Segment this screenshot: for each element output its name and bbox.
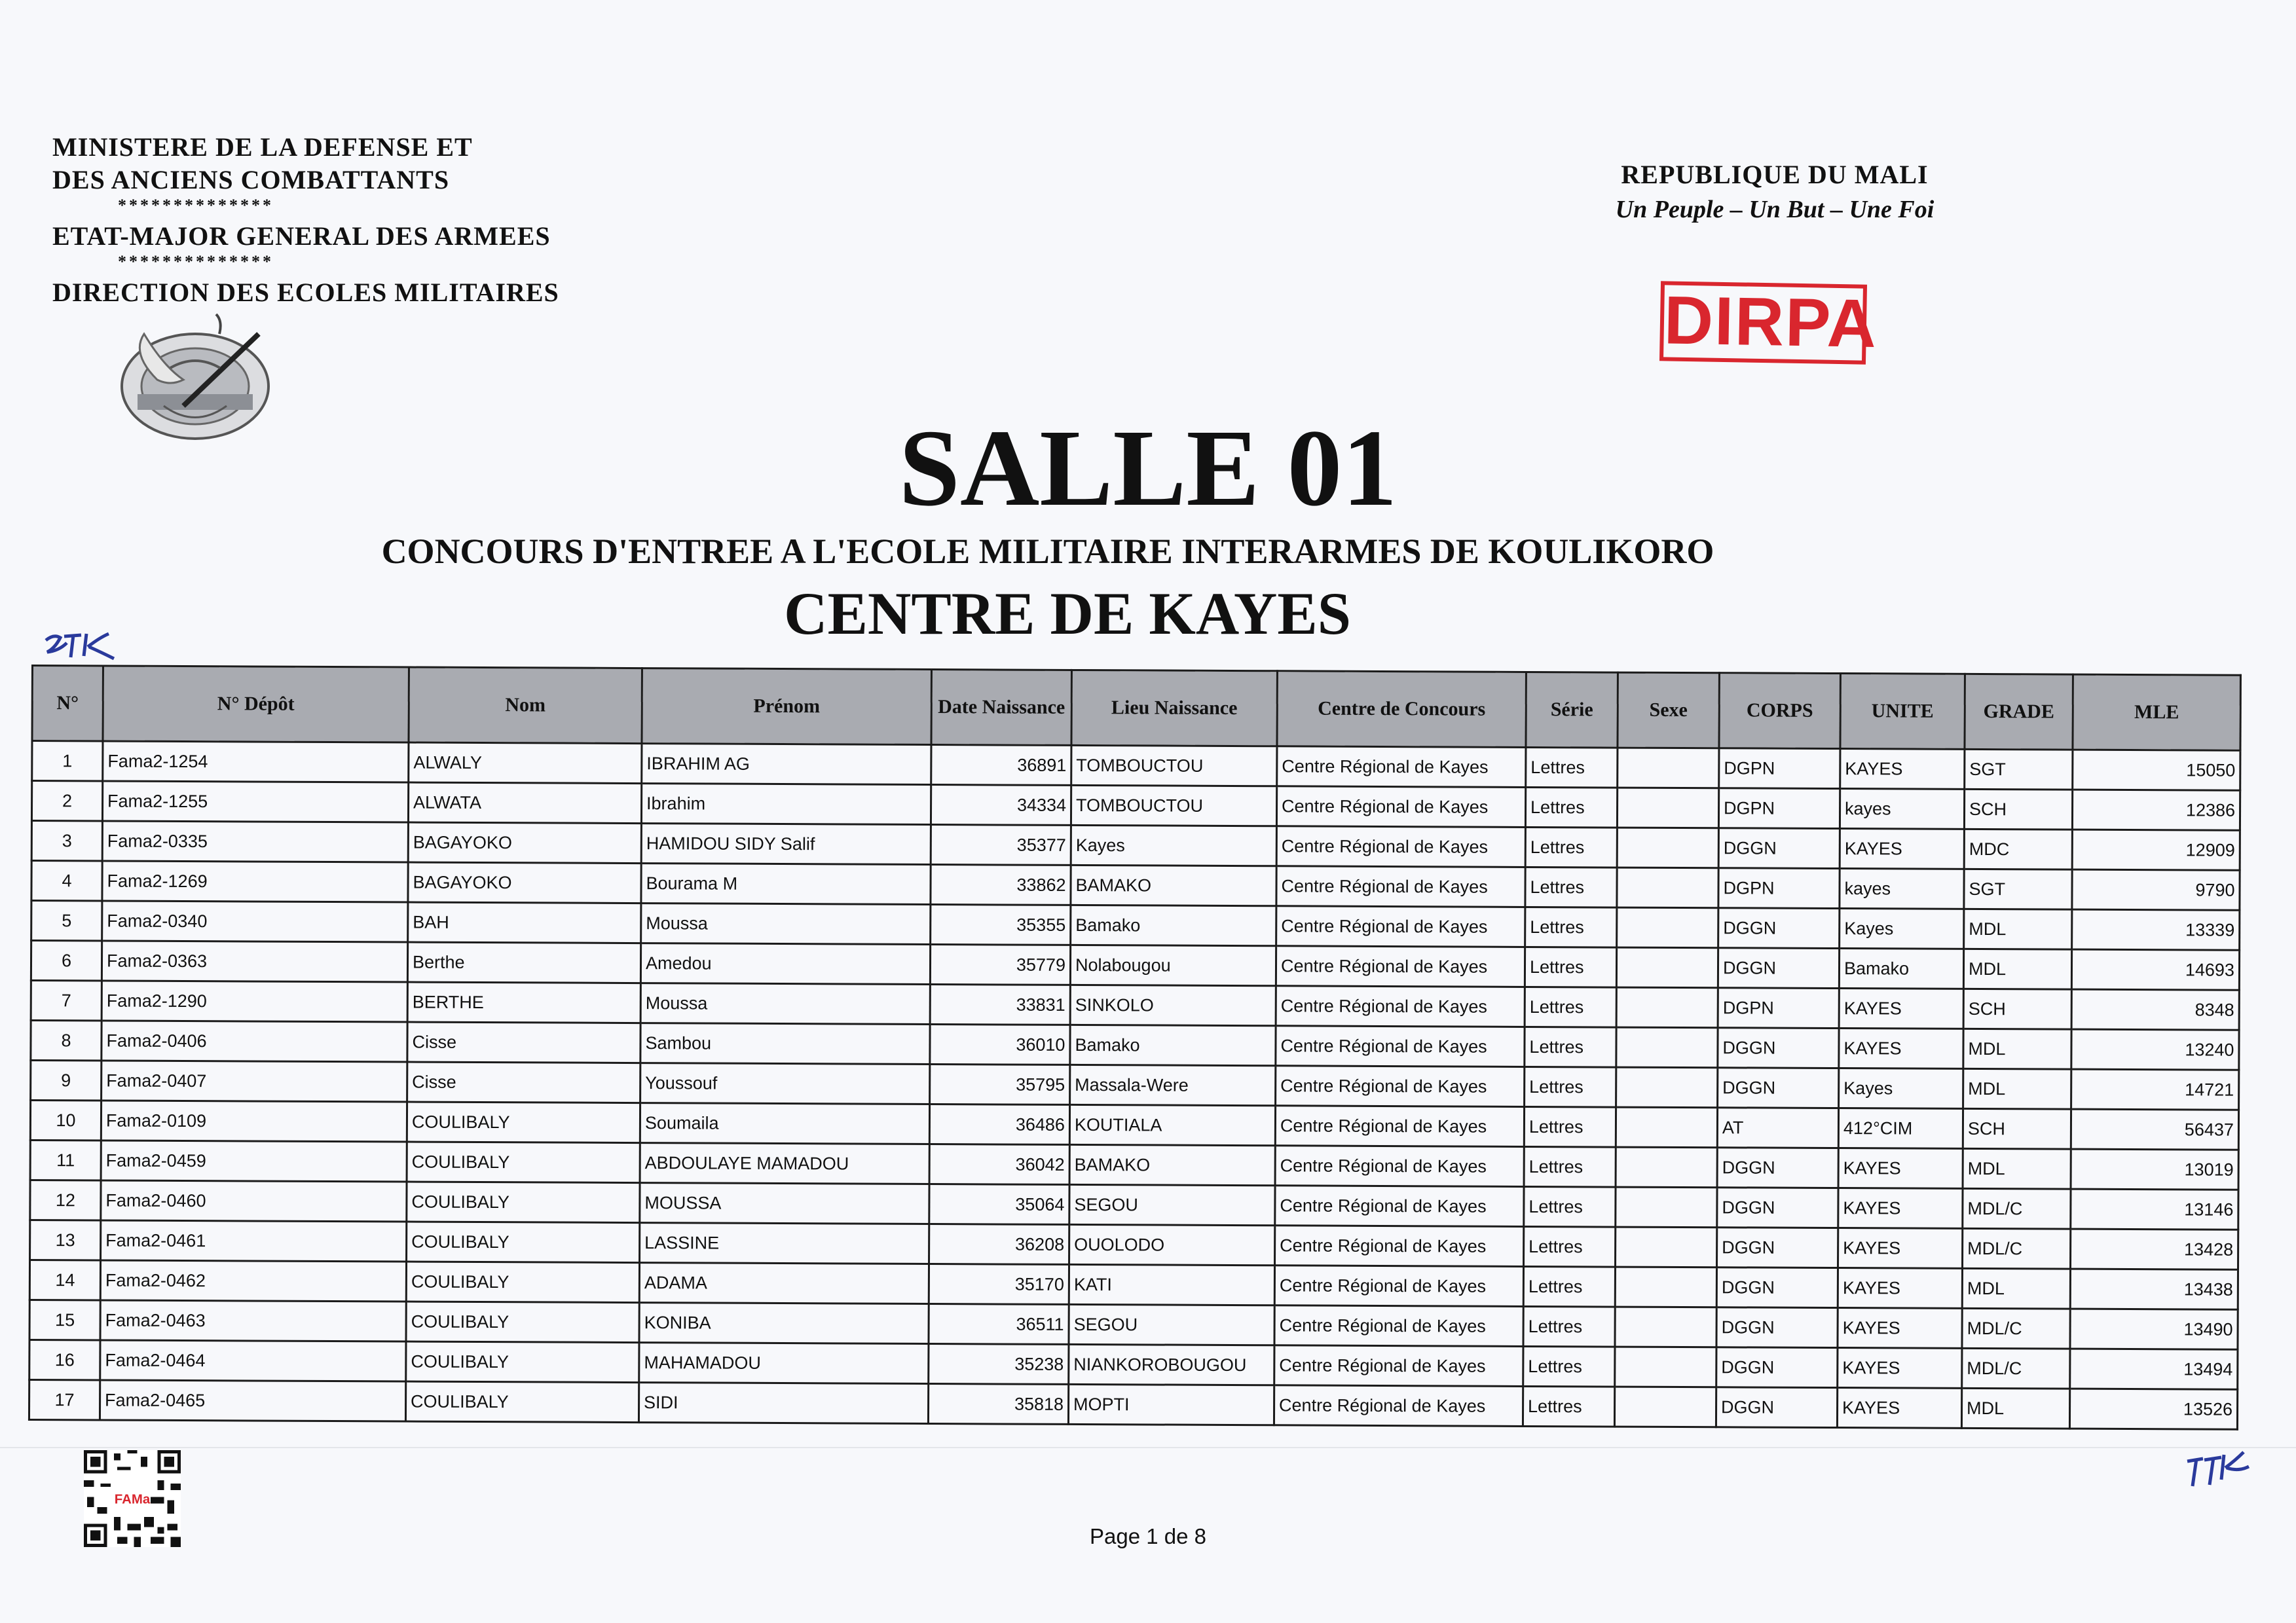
cell-deposit-number: Fama2-0459: [101, 1140, 407, 1182]
cell-rank: MDC: [1964, 829, 2072, 869]
cell-birth-date: 34334: [931, 784, 1071, 825]
cell-row-number: 3: [31, 821, 102, 861]
col-header-corps: CORPS: [1719, 673, 1841, 749]
cell-exam-centre: Centre Régional de Kayes: [1276, 786, 1525, 828]
cell-birth-place: BAMAKO: [1069, 1144, 1275, 1185]
col-header-series: Série: [1526, 672, 1618, 748]
cell-unit: KAYES: [1839, 1029, 1963, 1069]
qr-brand-label: FAMa: [114, 1492, 151, 1507]
cell-birth-place: Massala-Were: [1070, 1065, 1276, 1105]
cell-birth-place: NIANKOROBOUGOU: [1069, 1344, 1274, 1385]
cell-rank: MDL: [1963, 1029, 2071, 1069]
cell-series: Lettres: [1525, 827, 1617, 867]
cell-rank: MDL: [1963, 1148, 2071, 1189]
cell-unit: KAYES: [1838, 1148, 1963, 1189]
cell-birth-place: KATI: [1069, 1264, 1274, 1305]
cell-rank: MDL/C: [1963, 1188, 2071, 1229]
cell-sex: [1615, 1347, 1716, 1387]
cell-rank: MDL: [1963, 949, 2071, 989]
cell-deposit-number: Fama2-0407: [102, 1061, 407, 1102]
col-header-surname: Nom: [409, 667, 642, 744]
cell-first-name: Moussa: [641, 903, 931, 945]
cell-exam-centre: Centre Régional de Kayes: [1276, 986, 1525, 1027]
cell-birth-date: 35170: [929, 1264, 1069, 1304]
cell-row-number: 1: [32, 741, 103, 781]
cell-deposit-number: Fama2-0463: [100, 1300, 406, 1341]
cell-series: Lettres: [1524, 1226, 1616, 1267]
cell-birth-date: 33831: [930, 984, 1070, 1025]
cell-series: Lettres: [1525, 947, 1616, 987]
cell-unit: Kayes: [1840, 909, 1964, 949]
cell-corps: DGGN: [1716, 1347, 1838, 1388]
cell-first-name: Sambou: [640, 1023, 930, 1065]
col-header-unit: UNITE: [1840, 674, 1965, 750]
cell-row-number: 8: [31, 1021, 102, 1061]
ministry-line-2: DES ANCIENS COMBATTANTS: [52, 165, 450, 194]
cell-surname: BAGAYOKO: [408, 862, 641, 903]
footer-divider: [0, 1447, 2296, 1448]
cell-series: Lettres: [1523, 1266, 1615, 1307]
cell-row-number: 9: [31, 1061, 102, 1101]
cell-rank: MDL/C: [1962, 1348, 2070, 1389]
cell-series: Lettres: [1526, 747, 1618, 788]
candidate-table-container: [28, 665, 2240, 1431]
cell-surname: ALWATA: [408, 782, 641, 824]
cell-exam-centre: Centre Régional de Kayes: [1276, 866, 1525, 907]
ministry-line-4: DIRECTION DES ECOLES MILITAIRES: [52, 278, 559, 307]
cell-deposit-number: Fama2-1254: [103, 741, 409, 782]
cell-deposit-number: Fama2-1290: [102, 981, 407, 1022]
col-header-sex: Sexe: [1618, 672, 1720, 748]
cell-exam-centre: Centre Régional de Kayes: [1276, 826, 1525, 867]
cell-deposit-number: Fama2-0109: [101, 1101, 407, 1142]
cell-surname: COULIBALY: [406, 1341, 639, 1383]
cell-unit: KAYES: [1837, 1388, 1961, 1429]
cell-unit: KAYES: [1838, 1268, 1962, 1309]
table-header-row: [32, 666, 2240, 751]
cell-birth-place: BAMAKO: [1071, 865, 1276, 905]
cell-birth-place: SEGOU: [1069, 1304, 1274, 1345]
page-number: Page 1 de 8: [1090, 1524, 1206, 1548]
cell-birth-place: KOUTIALA: [1069, 1104, 1275, 1145]
cell-corps: DGGN: [1717, 1148, 1838, 1188]
cell-mle: 8348: [2071, 989, 2239, 1030]
cell-birth-date: 35355: [931, 904, 1071, 945]
cell-row-number: 15: [29, 1300, 100, 1340]
cell-deposit-number: Fama2-0340: [102, 901, 408, 942]
dirpa-stamp: DIRPA: [1659, 281, 1867, 364]
cell-sex: [1616, 1067, 1718, 1108]
cell-corps: AT: [1717, 1108, 1838, 1148]
cell-deposit-number: Fama2-0461: [101, 1220, 407, 1262]
cell-birth-date: 36486: [929, 1104, 1069, 1144]
cell-deposit-number: Fama2-0464: [100, 1340, 406, 1381]
col-header-number: N°: [32, 666, 103, 741]
cell-sex: [1616, 1187, 1717, 1228]
cell-exam-centre: Centre Régional de Kayes: [1274, 1345, 1523, 1387]
cell-birth-place: SINKOLO: [1070, 985, 1276, 1025]
cell-exam-centre: Centre Régional de Kayes: [1276, 1026, 1525, 1067]
cell-surname: COULIBALY: [406, 1262, 639, 1303]
cell-series: Lettres: [1523, 1346, 1615, 1387]
cell-unit: KAYES: [1838, 1228, 1963, 1269]
cell-corps: DGPN: [1718, 988, 1839, 1029]
cell-first-name: Soumaila: [640, 1103, 929, 1144]
cell-row-number: 5: [31, 901, 102, 941]
cell-corps: DGGN: [1718, 1068, 1839, 1108]
col-header-rank: GRADE: [1965, 674, 2073, 750]
cell-mle: 13428: [2071, 1229, 2238, 1269]
cell-mle: 56437: [2071, 1109, 2238, 1150]
ministry-line-1: MINISTERE DE LA DEFENSE ET: [52, 132, 473, 162]
cell-corps: DGGN: [1718, 908, 1840, 949]
cell-deposit-number: Fama2-0460: [101, 1180, 407, 1222]
cell-surname: BERTHE: [407, 982, 640, 1023]
cell-unit: KAYES: [1838, 1348, 1962, 1389]
cell-mle: 13490: [2070, 1309, 2238, 1349]
cell-mle: 12386: [2072, 790, 2240, 830]
country-name: REPUBLIQUE DU MALI: [1621, 160, 1929, 189]
cell-row-number: 14: [29, 1260, 100, 1300]
cell-exam-centre: Centre Régional de Kayes: [1274, 1305, 1523, 1347]
cell-exam-centre: Centre Régional de Kayes: [1277, 746, 1526, 788]
cell-unit: kayes: [1840, 789, 1964, 830]
cell-birth-date: 36891: [931, 744, 1071, 785]
cell-rank: SGT: [1964, 869, 2072, 909]
cell-first-name: IBRAHIM AG: [642, 744, 931, 785]
cell-rank: SGT: [1965, 749, 2073, 790]
cell-row-number: 11: [30, 1140, 101, 1180]
cell-row-number: 13: [30, 1220, 101, 1260]
cell-exam-centre: Centre Régional de Kayes: [1275, 1186, 1524, 1227]
cell-first-name: HAMIDOU SIDY Salif: [641, 824, 931, 865]
cell-row-number: 12: [30, 1180, 101, 1220]
cell-sex: [1615, 1307, 1716, 1347]
col-header-birth-place: Lieu Naissance: [1071, 670, 1277, 746]
cell-corps: DGGN: [1716, 1307, 1838, 1348]
separator-stars-2: **************: [118, 252, 274, 271]
cell-deposit-number: Fama2-1269: [102, 861, 408, 902]
cell-mle: 13240: [2071, 1029, 2239, 1070]
cell-mle: 13146: [2071, 1189, 2238, 1230]
cell-first-name: Youssouf: [640, 1063, 930, 1104]
cell-mle: 13019: [2071, 1149, 2238, 1190]
cell-birth-place: Nolabougou: [1070, 945, 1276, 985]
cell-corps: DGGN: [1718, 948, 1839, 989]
cell-unit: KAYES: [1840, 749, 1965, 790]
cell-corps: DGPN: [1718, 868, 1840, 909]
cell-rank: MDL/C: [1963, 1228, 2071, 1269]
cell-exam-centre: Centre Régional de Kayes: [1274, 1266, 1523, 1307]
cell-row-number: 6: [31, 941, 102, 981]
cell-sex: [1618, 748, 1719, 788]
cell-mle: 14721: [2071, 1069, 2239, 1110]
cell-birth-date: 36010: [930, 1024, 1070, 1065]
cell-deposit-number: Fama2-1255: [102, 781, 408, 822]
cell-sex: [1617, 828, 1718, 868]
cell-unit: KAYES: [1839, 989, 1963, 1029]
cell-corps: DGGN: [1716, 1387, 1837, 1428]
cell-series: Lettres: [1523, 1386, 1614, 1427]
cell-birth-place: SEGOU: [1069, 1184, 1275, 1225]
cell-mle: 13339: [2072, 909, 2240, 950]
cell-unit: 412°CIM: [1838, 1108, 1963, 1149]
cell-series: Lettres: [1525, 787, 1617, 828]
cell-birth-place: MOPTI: [1068, 1384, 1274, 1425]
cell-corps: DGGN: [1716, 1267, 1838, 1308]
cell-first-name: LASSINE: [640, 1223, 929, 1264]
cell-series: Lettres: [1523, 1306, 1615, 1347]
cell-mle: 14693: [2071, 949, 2239, 990]
cell-series: Lettres: [1525, 1067, 1616, 1107]
cell-first-name: SIDI: [639, 1383, 928, 1424]
cell-birth-place: OUOLODO: [1069, 1224, 1275, 1265]
ministry-line-3: ETAT-MAJOR GENERAL DES ARMEES: [52, 221, 551, 251]
cell-unit: Kayes: [1839, 1068, 1963, 1109]
cell-birth-place: Kayes: [1071, 825, 1276, 866]
cell-sex: [1616, 1227, 1717, 1267]
cell-rank: MDL/C: [1962, 1308, 2070, 1349]
cell-series: Lettres: [1524, 1106, 1616, 1147]
candidate-table: [28, 665, 2242, 1431]
cell-birth-date: 35779: [930, 944, 1070, 985]
cell-mle: 13526: [2069, 1389, 2237, 1429]
cell-unit: KAYES: [1838, 1308, 1962, 1349]
handwritten-initials-icon: [41, 629, 126, 668]
cell-surname: Cisse: [407, 1062, 640, 1103]
cell-deposit-number: Fama2-0406: [102, 1021, 407, 1062]
cell-corps: DGGN: [1718, 828, 1840, 869]
cell-first-name: ADAMA: [639, 1263, 929, 1304]
cell-mle: 12909: [2072, 830, 2240, 870]
cell-row-number: 10: [30, 1101, 101, 1140]
room-title: SALLE 01: [898, 407, 1398, 529]
ministry-header: [52, 131, 576, 309]
cell-mle: 15050: [2073, 750, 2240, 790]
cell-surname: COULIBALY: [407, 1102, 640, 1143]
cell-birth-date: 35064: [929, 1184, 1069, 1224]
cell-corps: DGGN: [1717, 1188, 1838, 1228]
cell-surname: Cisse: [407, 1022, 640, 1063]
cell-deposit-number: Fama2-0462: [100, 1260, 406, 1302]
cell-birth-date: 35377: [931, 824, 1071, 865]
cell-birth-place: TOMBOUCTOU: [1071, 785, 1276, 826]
cell-rank: MDL: [1962, 1268, 2070, 1309]
cell-first-name: KONIBA: [639, 1303, 929, 1344]
cell-mle: 9790: [2072, 869, 2240, 910]
cell-exam-centre: Centre Régional de Kayes: [1274, 1385, 1523, 1427]
cell-corps: DGPN: [1718, 788, 1840, 829]
cell-rank: SCH: [1963, 989, 2071, 1029]
cell-birth-date: 35818: [928, 1383, 1068, 1424]
handwritten-initials-bottom-icon: [2181, 1447, 2253, 1493]
cell-row-number: 2: [31, 781, 102, 821]
cell-series: Lettres: [1525, 867, 1617, 907]
cell-corps: DGGN: [1717, 1228, 1838, 1268]
cell-row-number: 7: [31, 981, 102, 1021]
cell-birth-date: 36042: [929, 1144, 1069, 1184]
cell-row-number: 17: [29, 1379, 100, 1419]
cell-rank: SCH: [1964, 789, 2072, 830]
cell-exam-centre: Centre Régional de Kayes: [1275, 1226, 1524, 1267]
cell-sex: [1617, 788, 1718, 828]
cell-surname: BAGAYOKO: [408, 822, 641, 864]
cell-birth-date: 35795: [930, 1064, 1070, 1104]
cell-exam-centre: Centre Régional de Kayes: [1276, 1066, 1525, 1107]
national-motto: Un Peuple – Un But – Une Foi: [1615, 196, 1935, 223]
cell-series: Lettres: [1525, 1027, 1616, 1067]
cell-birth-date: 36208: [929, 1224, 1069, 1264]
cell-exam-centre: Centre Régional de Kayes: [1275, 1146, 1524, 1187]
cell-surname: COULIBALY: [407, 1222, 640, 1263]
cell-unit: kayes: [1840, 869, 1964, 909]
cell-row-number: 16: [29, 1340, 100, 1379]
col-header-deposit: N° Dépôt: [103, 666, 409, 742]
cell-deposit-number: Fama2-0363: [102, 941, 407, 982]
cell-corps: DGGN: [1718, 1028, 1839, 1068]
cell-rank: MDL: [1963, 1068, 2071, 1109]
cell-sex: [1616, 1107, 1717, 1148]
cell-birth-place: Bamako: [1070, 1025, 1276, 1065]
republic-header: [1546, 157, 2004, 227]
cell-first-name: MAHAMADOU: [639, 1343, 929, 1384]
cell-deposit-number: Fama2-0335: [102, 821, 408, 862]
cell-sex: [1614, 1387, 1716, 1427]
exam-subtitle: CONCOURS D'ENTREE A L'ECOLE MILITAIRE INTERARMES DE KOULIKORO: [381, 532, 1714, 571]
cell-unit: KAYES: [1840, 829, 1964, 869]
cell-rank: SCH: [1963, 1108, 2071, 1149]
cell-sex: [1616, 1027, 1718, 1068]
cell-birth-date: 35238: [929, 1343, 1069, 1384]
cell-first-name: Bourama M: [641, 864, 931, 905]
cell-series: Lettres: [1525, 907, 1617, 947]
cell-first-name: MOUSSA: [640, 1183, 929, 1224]
col-header-birth-date: Date Naissance: [931, 669, 1071, 745]
col-header-mle: MLE: [2073, 674, 2240, 750]
cell-series: Lettres: [1525, 987, 1616, 1027]
cell-surname: ALWALY: [409, 742, 642, 784]
cell-birth-date: 36511: [929, 1304, 1069, 1344]
cell-mle: 13438: [2070, 1269, 2238, 1309]
cell-exam-centre: Centre Régional de Kayes: [1276, 906, 1525, 947]
cell-sex: [1616, 1147, 1717, 1188]
col-header-exam-centre: Centre de Concours: [1277, 671, 1526, 748]
cell-surname: COULIBALY: [407, 1182, 640, 1223]
cell-surname: COULIBALY: [405, 1381, 639, 1423]
cell-corps: DGPN: [1719, 748, 1840, 789]
cell-row-number: 4: [31, 861, 102, 901]
cell-deposit-number: Fama2-0465: [100, 1380, 405, 1421]
cell-sex: [1617, 867, 1718, 908]
cell-first-name: Ibrahim: [641, 784, 931, 825]
cell-surname: BAH: [408, 902, 641, 943]
cell-first-name: Moussa: [640, 983, 930, 1025]
cell-first-name: Amedou: [640, 943, 930, 985]
cell-surname: Berthe: [407, 942, 640, 983]
col-header-firstname: Prénom: [642, 668, 931, 745]
cell-sex: [1617, 907, 1718, 948]
cell-rank: MDL: [1961, 1388, 2069, 1429]
cell-unit: KAYES: [1838, 1188, 1963, 1229]
cell-surname: COULIBALY: [406, 1302, 639, 1343]
cell-birth-place: Bamako: [1071, 905, 1276, 945]
cell-exam-centre: Centre Régional de Kayes: [1276, 946, 1525, 987]
centre-title: CENTRE DE KAYES: [784, 580, 1351, 647]
cell-birth-place: TOMBOUCTOU: [1071, 745, 1277, 786]
cell-exam-centre: Centre Régional de Kayes: [1275, 1106, 1524, 1147]
cell-mle: 13494: [2070, 1349, 2238, 1389]
cell-sex: [1616, 947, 1718, 988]
cell-birth-date: 33862: [931, 864, 1071, 905]
cell-series: Lettres: [1524, 1146, 1616, 1187]
separator-stars-1: **************: [118, 196, 274, 215]
cell-surname: COULIBALY: [407, 1142, 640, 1183]
cell-series: Lettres: [1524, 1186, 1616, 1227]
cell-unit: Bamako: [1839, 949, 1963, 989]
cell-sex: [1616, 987, 1718, 1028]
cell-first-name: ABDOULAYE MAMADOU: [640, 1143, 929, 1184]
cell-rank: MDL: [1964, 909, 2072, 949]
cell-sex: [1615, 1267, 1716, 1307]
